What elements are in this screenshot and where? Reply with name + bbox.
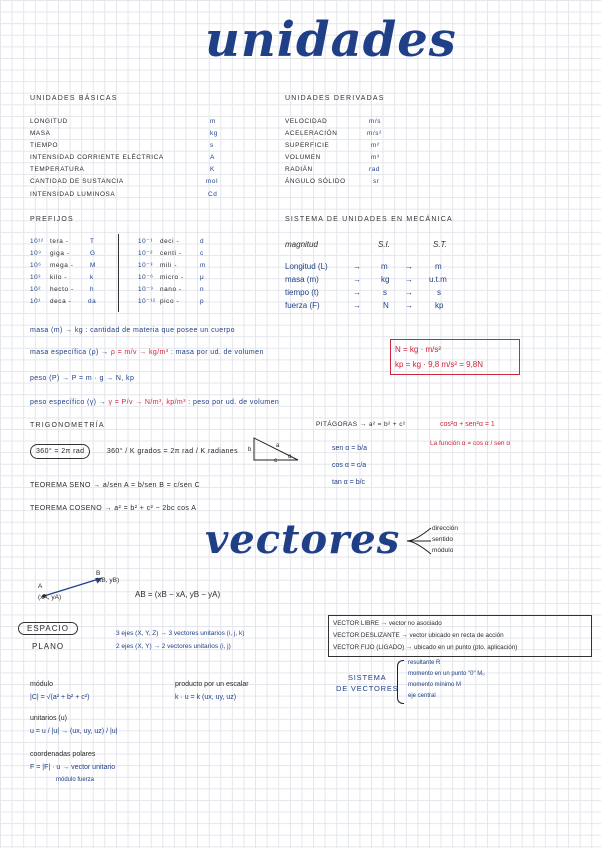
list-item: sentido [432,536,453,543]
list-item: MASA kg [30,130,218,138]
list-item: INTENSIDAD CORRIENTE ELÉCTRICA A [30,154,215,162]
sistema-items [408,658,485,702]
list-item: 10⁻⁶ micro - μ [138,274,205,282]
list-item: VOLUMEN m³ [285,154,380,162]
list-item: 10⁻³ mili - m [138,262,206,270]
triangle-label: c [274,458,277,464]
modulo-formula: |C| = √(a² + b² + c²) [30,694,90,701]
coord-formula: F = |F| · u → vector unitario [30,764,116,771]
ab-formula: AB = (xB − xA, yB − yA) [135,590,221,599]
sistema-label-line: DE VECTORES [336,684,399,693]
list-item: 10⁻¹² pico - p [138,298,205,306]
list-item: 10⁹ giga - G [30,250,96,258]
modulo-block [30,678,89,704]
coord-note: módulo fuerza [56,777,95,783]
peso-especifico-line: peso específico (γ) → γ = P/v → N/m³, kp/m³ : peso por ud. de volumen [30,399,280,406]
sistema-label-line: SISTEMA [347,673,387,682]
list-item: VELOCIDAD m/s [285,118,382,125]
point-a-coord: (xA, yA) [38,594,62,601]
list-item: 10¹ deca - da [30,298,97,306]
vector-libre: VECTOR LIBRE → vector no asociado [333,620,442,627]
producto-block [175,678,249,704]
cos-formula: cos α = c/a [332,462,367,469]
right-triangle-diagram [248,436,300,464]
page-title: unidades [205,12,457,68]
table-header: magnitud S.I. S.T. [285,240,447,249]
sistema-brace [397,660,404,704]
table-row: fuerza (F) → N → kp [285,301,444,310]
list-item: TIEMPO s [30,142,214,150]
vectores-title: vectores [205,516,401,563]
newton-box [390,339,520,375]
list-item: eje central [408,693,436,699]
list-item: RADIÁN rad [285,166,381,174]
prefixes-left [30,236,110,309]
list-item: 10² hecto - h [30,286,95,294]
trig-heading: TRIGONOMETRÍA [30,422,105,429]
masa-line: masa (m) → kg : cantidad de materia que posee un cuerpo [30,327,235,334]
list-item: ACELERACIÓN m/s² [285,130,382,138]
producto-formula: k · u = k (ux, uy, uz) [175,694,237,701]
list-item: ÁNGULO SÓLIDO sr [285,178,380,186]
triangle-label: α [288,454,292,460]
basic-units-list [30,116,225,201]
vector-fijo: VECTOR FIJO (LIGADO) → ubicado en un punto (pto. aplicación) [333,644,518,651]
list-item: módulo [432,547,454,554]
list-item: INTENSIDAD LUMINOSA Cd [30,190,218,198]
modulo-label: módulo [30,681,53,688]
list-item: 10⁻² centi - c [138,250,204,258]
list-item: 10⁻¹ deci - d [138,238,205,245]
coseno-theorem: TEOREMA COSENO → a² = b² + c² − 2bc cos A [30,505,197,512]
espacio-desc: 3 ejes (X, Y, Z) → 3 vectores unitarios (i, j, k) [116,630,245,637]
table-row: Longitud (L) → m → m [285,262,442,271]
seno-theorem: TEOREMA SENO → a/sen A = b/sen B = c/sen C [30,482,201,489]
vector-deslizante: VECTOR DESLIZANTE → vector ubicado en recta de acción [333,632,504,639]
point-b [96,570,119,584]
table-row: tiempo (t) → s → s [285,288,441,297]
point-a [38,583,61,601]
vector-types-box [328,615,592,657]
point-b-label: B [96,570,101,577]
vector-properties [432,523,458,556]
identity-line: cos²α + sen²α = 1 [440,421,495,428]
plano-desc: 2 ejes (X, Y) → 2 vectores unitarios (i, j) [116,643,231,650]
tan-formula: tan α = b/c [332,479,366,486]
peso-line: peso (P) → P = m · g → N, kp [30,375,135,382]
sistema-label [336,672,398,694]
list-item: momento mínimo M [408,682,462,688]
list-item: SUPERFICIE m² [285,142,380,150]
coord-block [30,748,115,787]
list-item: 10⁻⁹ nano - n [138,286,205,294]
espacio-label: ESPACIO [18,622,78,635]
derived-units-list [285,116,395,189]
list-item: resultante R [408,660,441,666]
mechanics-heading: SISTEMA DE UNIDADES EN MECÁNICA [285,216,453,223]
plano-label: PLANO [32,642,65,651]
basic-units-heading: UNIDADES BÁSICAS [30,95,118,102]
triangle-label: b [248,447,252,453]
newton-box-line: N = kg · m/s² [395,345,442,354]
unitarios-formula: u = u / |u| → (ux, uy, uz) / |u| [30,728,118,735]
unitarios-block [30,712,117,738]
prefixes-right [138,236,218,309]
list-item: CANTIDAD DE SUSTANCIA mol [30,178,219,186]
triangle-label: a [276,443,280,449]
list-item: 10³ kilo - k [30,274,94,282]
trig-conversion: 360° = 2π rad 360° / K grados = 2π rad / K radianes [30,448,238,455]
trig-ratios [332,440,367,491]
newton-box-line: kp = kg · 9,8 m/s² = 9,8N [395,360,484,369]
masa-especifica-line: masa específica (ρ) → ρ = m/v → kg/m³ : masa por ud. de volumen [30,349,264,356]
brace-arrows [405,524,433,558]
prefixes-heading: PREFIJOS [30,216,74,223]
coord-label: coordenadas polares [30,751,96,758]
producto-label: producto por un escalar [175,681,249,688]
point-a-label: A [38,583,43,590]
list-item: LONGITUD m [30,118,216,125]
pitagoras-line: PITÁGORAS → a² = b² + c² [316,421,406,428]
prefixes-divider [118,234,119,312]
list-item: 10¹² tera - T [30,238,95,245]
table-row: masa (m) → kg → u.t.m [285,275,447,284]
list-item: dirección [432,525,459,532]
list-item: momento en un punto "0" M₀ [408,671,485,677]
derived-units-heading: UNIDADES DERIVADAS [285,95,385,102]
list-item: 10⁶ mega - M [30,262,96,270]
mechanics-table [285,240,475,314]
list-item: TEMPERATURA K [30,166,215,174]
sen-formula: sen α = b/a [332,445,367,452]
tan-note-line: La función α = cos α / sen α [430,440,511,447]
unitarios-label: unitarios (u) [30,715,67,722]
point-b-coord: (xB, yB) [96,577,120,584]
